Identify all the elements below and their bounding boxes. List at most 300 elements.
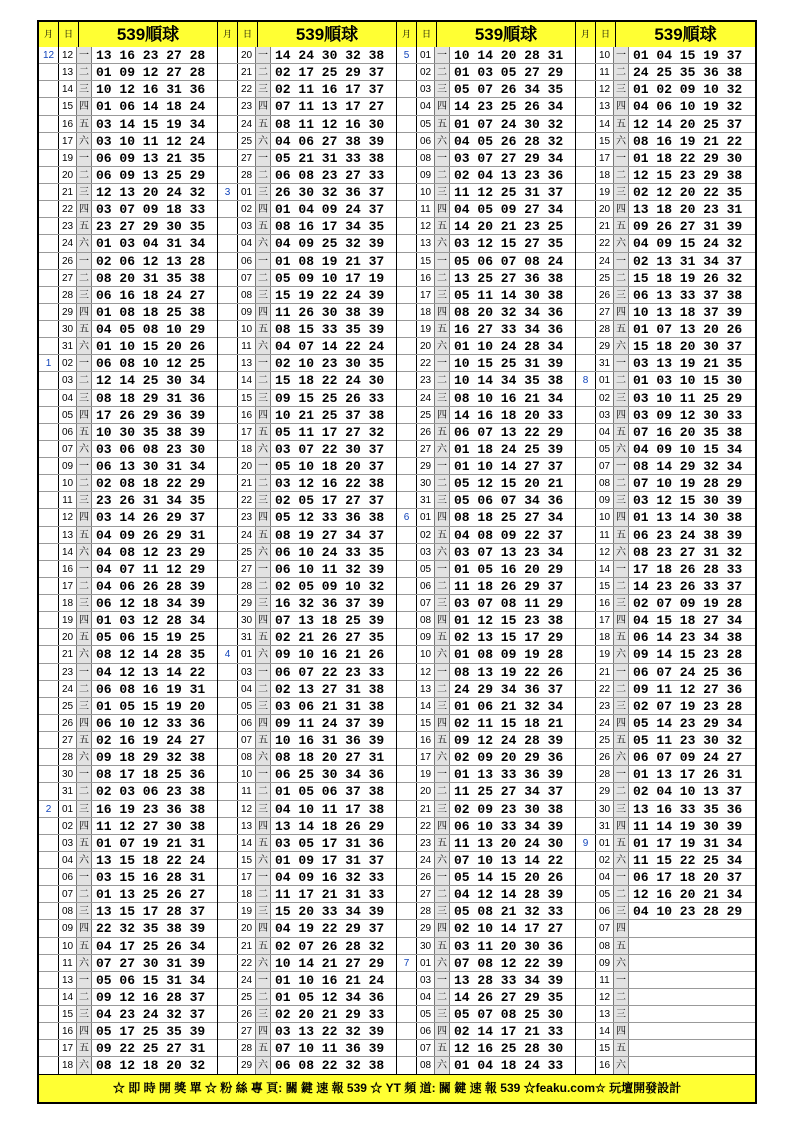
- table-row: [39, 424, 217, 441]
- month-cell: [218, 972, 238, 988]
- day-cell: 12: [596, 989, 614, 1005]
- numbers-cell: [629, 1057, 755, 1073]
- day-cell: 13: [596, 98, 614, 114]
- table-row: [397, 664, 575, 681]
- weekday-cell: 一: [435, 47, 450, 63]
- table-row: [576, 253, 755, 270]
- numbers-cell: 05 21 31 33 38: [271, 150, 396, 166]
- day-cell: 05: [417, 116, 435, 132]
- table-row: [576, 1057, 755, 1074]
- table-row: [39, 150, 217, 167]
- weekday-cell: 五: [435, 732, 450, 748]
- table-row: [218, 1023, 396, 1040]
- table-row: [576, 766, 755, 783]
- table-row: [397, 372, 575, 389]
- numbers-cell: 02 13 27 31 38: [271, 681, 396, 697]
- numbers-cell: 08 11 12 16 30: [271, 116, 396, 132]
- month-cell: [397, 253, 417, 269]
- month-cell: [39, 116, 59, 132]
- numbers-cell: 01 07 19 21 31: [92, 835, 217, 851]
- weekday-cell: 二: [256, 783, 271, 799]
- day-header: 日: [59, 22, 79, 47]
- numbers-cell: 10 12 16 31 36: [92, 81, 217, 97]
- weekday-cell: 一: [77, 47, 92, 63]
- weekday-cell: 二: [256, 475, 271, 491]
- day-cell: 27: [59, 732, 77, 748]
- day-cell: 08: [417, 150, 435, 166]
- weekday-cell: 三: [77, 1006, 92, 1022]
- day-cell: 27: [238, 561, 256, 577]
- weekday-cell: 四: [435, 612, 450, 628]
- table-row: [576, 133, 755, 150]
- day-cell: 11: [59, 955, 77, 971]
- month-cell: [218, 98, 238, 114]
- weekday-cell: 五: [256, 218, 271, 234]
- table-row: [39, 475, 217, 492]
- month-cell: [39, 338, 59, 354]
- numbers-cell: 02 11 16 17 37: [271, 81, 396, 97]
- weekday-cell: 二: [614, 578, 629, 594]
- day-cell: 27: [417, 441, 435, 457]
- weekday-cell: 三: [614, 287, 629, 303]
- weekday-cell: 六: [435, 646, 450, 662]
- month-cell: [39, 321, 59, 337]
- weekday-cell: 六: [77, 338, 92, 354]
- numbers-cell: 09 18 29 32 38: [92, 749, 217, 765]
- month-cell: [576, 390, 596, 406]
- numbers-cell: 09 12 24 28 39: [450, 732, 575, 748]
- weekday-cell: 四: [614, 509, 629, 525]
- month-cell: [39, 766, 59, 782]
- day-cell: 09: [596, 955, 614, 971]
- numbers-cell: 03 13 22 32 39: [271, 1023, 396, 1039]
- day-cell: 16: [238, 407, 256, 423]
- numbers-cell: 14 23 25 26 34: [450, 98, 575, 114]
- day-cell: 17: [417, 749, 435, 765]
- month-cell: [576, 218, 596, 234]
- month-cell: [218, 766, 238, 782]
- weekday-cell: 五: [614, 835, 629, 851]
- month-cell: [576, 184, 596, 200]
- month-cell: [576, 98, 596, 114]
- month-cell: [218, 801, 238, 817]
- numbers-cell: 02 05 09 10 32: [271, 578, 396, 594]
- month-cell: [397, 355, 417, 371]
- month-cell: [39, 698, 59, 714]
- numbers-cell: 06 07 24 25 36: [629, 664, 755, 680]
- day-cell: 02: [59, 818, 77, 834]
- numbers-cell: 03 11 20 30 36: [450, 938, 575, 954]
- weekday-cell: 二: [435, 372, 450, 388]
- weekday-cell: 四: [435, 920, 450, 936]
- header-group: [397, 22, 576, 47]
- numbers-cell: 01 05 15 19 20: [92, 698, 217, 714]
- numbers-cell: 08 12 18 20 32: [92, 1057, 217, 1073]
- weekday-cell: 一: [77, 150, 92, 166]
- month-cell: [576, 801, 596, 817]
- month-cell: [397, 458, 417, 474]
- month-cell: [218, 578, 238, 594]
- table-row: [218, 116, 396, 133]
- weekday-cell: 四: [77, 612, 92, 628]
- day-cell: 09: [59, 458, 77, 474]
- numbers-cell: 04 12 14 28 39: [450, 886, 575, 902]
- weekday-cell: 二: [435, 167, 450, 183]
- day-cell: 03: [59, 372, 77, 388]
- weekday-cell: 五: [256, 424, 271, 440]
- month-cell: [218, 527, 238, 543]
- table-row: [39, 47, 217, 64]
- weekday-cell: 五: [435, 1040, 450, 1056]
- numbers-cell: 06 07 22 23 33: [271, 664, 396, 680]
- day-cell: 28: [238, 167, 256, 183]
- day-cell: 17: [238, 424, 256, 440]
- month-cell: [218, 938, 238, 954]
- weekday-cell: 四: [256, 407, 271, 423]
- table-row: [576, 167, 755, 184]
- weekday-cell: 二: [256, 989, 271, 1005]
- table-row: [218, 441, 396, 458]
- day-cell: 26: [59, 253, 77, 269]
- numbers-cell: 07 08 12 22 39: [450, 955, 575, 971]
- table-row: [39, 629, 217, 646]
- weekday-cell: 六: [614, 544, 629, 560]
- numbers-cell: 03 12 15 27 35: [450, 235, 575, 251]
- month-cell: [576, 424, 596, 440]
- table-row: [397, 835, 575, 852]
- numbers-cell: 10 21 25 37 38: [271, 407, 396, 423]
- numbers-cell: 01 08 09 19 28: [450, 646, 575, 662]
- numbers-cell: [629, 1040, 755, 1056]
- table-row: [39, 407, 217, 424]
- table-row: [576, 81, 755, 98]
- weekday-cell: 三: [435, 81, 450, 97]
- weekday-cell: 四: [256, 818, 271, 834]
- table-row: [39, 972, 217, 989]
- month-cell: [576, 287, 596, 303]
- day-cell: 25: [238, 989, 256, 1005]
- month-cell: [39, 578, 59, 594]
- day-cell: 06: [417, 133, 435, 149]
- month-cell: [397, 1023, 417, 1039]
- table-row: [576, 321, 755, 338]
- numbers-cell: 01 04 18 24 33: [450, 1057, 575, 1073]
- numbers-cell: 06 10 24 33 35: [271, 544, 396, 560]
- month-cell: [576, 321, 596, 337]
- table-row: [576, 338, 755, 355]
- month-cell: [576, 732, 596, 748]
- day-cell: 09: [417, 167, 435, 183]
- day-cell: 01: [238, 646, 256, 662]
- numbers-cell: 13 14 18 26 29: [271, 818, 396, 834]
- month-cell: [576, 544, 596, 560]
- numbers-cell: 02 16 19 24 27: [92, 732, 217, 748]
- table-row: [576, 407, 755, 424]
- table-row: [39, 338, 217, 355]
- draw-results-sheet: [37, 20, 757, 1104]
- weekday-cell: 三: [256, 492, 271, 508]
- numbers-cell: [629, 1023, 755, 1039]
- day-cell: 06: [417, 578, 435, 594]
- weekday-cell: 三: [256, 287, 271, 303]
- month-cell: [218, 749, 238, 765]
- table-row: [576, 561, 755, 578]
- table-row: [218, 732, 396, 749]
- day-cell: 21: [596, 664, 614, 680]
- day-cell: 02: [596, 852, 614, 868]
- table-row: [218, 1057, 396, 1074]
- day-cell: 11: [59, 492, 77, 508]
- numbers-cell: 03 07 09 18 33: [92, 201, 217, 217]
- weekday-cell: 六: [614, 441, 629, 457]
- month-cell: [576, 116, 596, 132]
- day-cell: 22: [596, 235, 614, 251]
- table-row: [218, 287, 396, 304]
- day-cell: 21: [59, 184, 77, 200]
- numbers-cell: 06 10 11 32 39: [271, 561, 396, 577]
- month-cell: [397, 612, 417, 628]
- day-cell: 31: [596, 818, 614, 834]
- day-cell: 14: [596, 1023, 614, 1039]
- numbers-cell: 01 08 18 25 38: [92, 304, 217, 320]
- table-row: [39, 595, 217, 612]
- month-cell: [576, 664, 596, 680]
- table-row: [218, 235, 396, 252]
- month-cell: [39, 989, 59, 1005]
- weekday-cell: 三: [435, 492, 450, 508]
- month-cell: [576, 475, 596, 491]
- weekday-cell: 二: [256, 886, 271, 902]
- numbers-cell: 03 07 08 11 29: [450, 595, 575, 611]
- weekday-cell: 一: [614, 458, 629, 474]
- table-row: [218, 133, 396, 150]
- table-row: [576, 1040, 755, 1057]
- table-row: [218, 372, 396, 389]
- numbers-cell: 14 24 30 32 38: [271, 47, 396, 63]
- day-cell: 17: [238, 869, 256, 885]
- table-row: [576, 441, 755, 458]
- numbers-cell: 01 10 15 20 26: [92, 338, 217, 354]
- numbers-cell: 02 07 26 28 32: [271, 938, 396, 954]
- day-cell: 08: [238, 749, 256, 765]
- day-cell: 07: [417, 1040, 435, 1056]
- numbers-cell: 03 05 17 31 36: [271, 835, 396, 851]
- numbers-cell: 15 18 20 30 37: [629, 338, 755, 354]
- table-row: [397, 81, 575, 98]
- table-row: [576, 835, 755, 852]
- day-cell: 08: [59, 903, 77, 919]
- table-row: [576, 150, 755, 167]
- day-cell: 29: [59, 304, 77, 320]
- month-cell: [218, 835, 238, 851]
- day-cell: 07: [238, 732, 256, 748]
- numbers-cell: 14 23 26 33 37: [629, 578, 755, 594]
- day-cell: 19: [596, 646, 614, 662]
- month-cell: [397, 561, 417, 577]
- table-row: [218, 492, 396, 509]
- table-row: [218, 835, 396, 852]
- weekday-cell: 二: [256, 578, 271, 594]
- day-cell: 22: [238, 955, 256, 971]
- table-row: [397, 509, 575, 526]
- table-row: [576, 98, 755, 115]
- month-cell: [218, 989, 238, 1005]
- month-cell: [576, 201, 596, 217]
- table-row: [39, 886, 217, 903]
- table-row: [218, 98, 396, 115]
- day-cell: 25: [59, 698, 77, 714]
- table-row: [576, 749, 755, 766]
- day-cell: 14: [59, 989, 77, 1005]
- table-row: [218, 595, 396, 612]
- weekday-cell: 四: [256, 612, 271, 628]
- table-row: [576, 390, 755, 407]
- weekday-cell: 三: [256, 903, 271, 919]
- month-cell: [39, 1040, 59, 1056]
- day-cell: 19: [59, 612, 77, 628]
- day-cell: 23: [238, 509, 256, 525]
- day-cell: 04: [596, 424, 614, 440]
- table-row: [39, 98, 217, 115]
- weekday-cell: 三: [435, 287, 450, 303]
- month-cell: [397, 475, 417, 491]
- weekday-cell: 六: [77, 133, 92, 149]
- day-cell: 28: [417, 903, 435, 919]
- month-cell: [576, 955, 596, 971]
- table-row: [39, 955, 217, 972]
- numbers-cell: 05 17 25 35 39: [92, 1023, 217, 1039]
- weekday-cell: 四: [435, 98, 450, 114]
- numbers-cell: 08 20 32 34 36: [450, 304, 575, 320]
- numbers-cell: 03 07 27 29 34: [450, 150, 575, 166]
- table-row: [218, 253, 396, 270]
- day-cell: 11: [417, 201, 435, 217]
- numbers-cell: 11 25 27 34 37: [450, 783, 575, 799]
- month-cell: [397, 201, 417, 217]
- table-row: [397, 681, 575, 698]
- month-cell: [397, 184, 417, 200]
- numbers-cell: 13 15 17 28 37: [92, 903, 217, 919]
- weekday-cell: 四: [614, 201, 629, 217]
- weekday-cell: 一: [614, 47, 629, 63]
- month-cell: [576, 458, 596, 474]
- month-cell: [397, 1006, 417, 1022]
- month-cell: [218, 509, 238, 525]
- table-row: [576, 184, 755, 201]
- weekday-cell: 四: [256, 920, 271, 936]
- weekday-cell: 一: [614, 355, 629, 371]
- day-cell: 24: [596, 253, 614, 269]
- table-row: [39, 732, 217, 749]
- numbers-cell: 09 26 27 31 39: [629, 218, 755, 234]
- table-row: [576, 955, 755, 972]
- header-title: 539順球: [295, 25, 359, 44]
- numbers-cell: 10 14 34 35 38: [450, 372, 575, 388]
- table-row: [397, 321, 575, 338]
- numbers-cell: 14 16 18 20 33: [450, 407, 575, 423]
- month-header: 月: [576, 22, 596, 47]
- numbers-cell: 07 27 30 31 39: [92, 955, 217, 971]
- numbers-cell: 01 18 22 29 30: [629, 150, 755, 166]
- numbers-cell: 04 09 25 32 39: [271, 235, 396, 251]
- month-cell: [576, 167, 596, 183]
- weekday-cell: 一: [614, 869, 629, 885]
- weekday-cell: 五: [435, 938, 450, 954]
- month-cell: [218, 81, 238, 97]
- numbers-cell: 03 07 13 23 34: [450, 544, 575, 560]
- table-row: [576, 801, 755, 818]
- numbers-cell: 01 06 14 18 24: [92, 98, 217, 114]
- table-row: [39, 749, 217, 766]
- weekday-cell: 六: [614, 133, 629, 149]
- numbers-cell: 09 15 25 26 33: [271, 390, 396, 406]
- month-cell: [218, 116, 238, 132]
- weekday-cell: 三: [614, 184, 629, 200]
- month-cell: [39, 201, 59, 217]
- numbers-cell: 05 06 15 31 34: [92, 972, 217, 988]
- weekday-cell: 四: [77, 509, 92, 525]
- day-cell: 05: [238, 698, 256, 714]
- month-cell: [576, 903, 596, 919]
- day-cell: 09: [59, 920, 77, 936]
- numbers-cell: 02 13 31 34 37: [629, 253, 755, 269]
- month-cell: [218, 355, 238, 371]
- table-row: [397, 732, 575, 749]
- day-cell: 17: [596, 612, 614, 628]
- month-cell: [576, 749, 596, 765]
- weekday-cell: 二: [77, 475, 92, 491]
- day-cell: 13: [59, 527, 77, 543]
- results-column: [397, 47, 576, 1075]
- month-cell: [39, 544, 59, 560]
- month-cell: [397, 749, 417, 765]
- table-row: [218, 355, 396, 372]
- weekday-cell: 五: [77, 1040, 92, 1056]
- weekday-cell: 四: [77, 407, 92, 423]
- month-cell: [576, 886, 596, 902]
- numbers-cell: 02 10 14 17 27: [450, 920, 575, 936]
- day-cell: 25: [596, 270, 614, 286]
- day-cell: 15: [417, 253, 435, 269]
- table-row: [397, 287, 575, 304]
- table-row: [576, 287, 755, 304]
- table-row: [576, 629, 755, 646]
- table-row: [576, 1023, 755, 1040]
- numbers-cell: 12 13 20 24 32: [92, 184, 217, 200]
- month-cell: [39, 561, 59, 577]
- month-cell: [218, 1057, 238, 1073]
- day-cell: 30: [417, 475, 435, 491]
- month-cell: [397, 852, 417, 868]
- numbers-cell: 05 14 23 29 34: [629, 715, 755, 731]
- numbers-cell: 04 09 16 32 33: [271, 869, 396, 885]
- month-cell: [218, 544, 238, 560]
- numbers-cell: 02 12 20 22 35: [629, 184, 755, 200]
- month-cell: [576, 527, 596, 543]
- weekday-cell: 五: [256, 835, 271, 851]
- day-cell: 03: [238, 664, 256, 680]
- table-row: [397, 441, 575, 458]
- weekday-cell: 三: [614, 595, 629, 611]
- table-row: [218, 578, 396, 595]
- day-cell: 15: [238, 852, 256, 868]
- numbers-cell: 11 26 30 38 39: [271, 304, 396, 320]
- month-cell: [39, 509, 59, 525]
- month-cell: [576, 407, 596, 423]
- day-cell: 12: [596, 81, 614, 97]
- weekday-cell: 三: [614, 903, 629, 919]
- numbers-cell: 10 13 18 37 39: [629, 304, 755, 320]
